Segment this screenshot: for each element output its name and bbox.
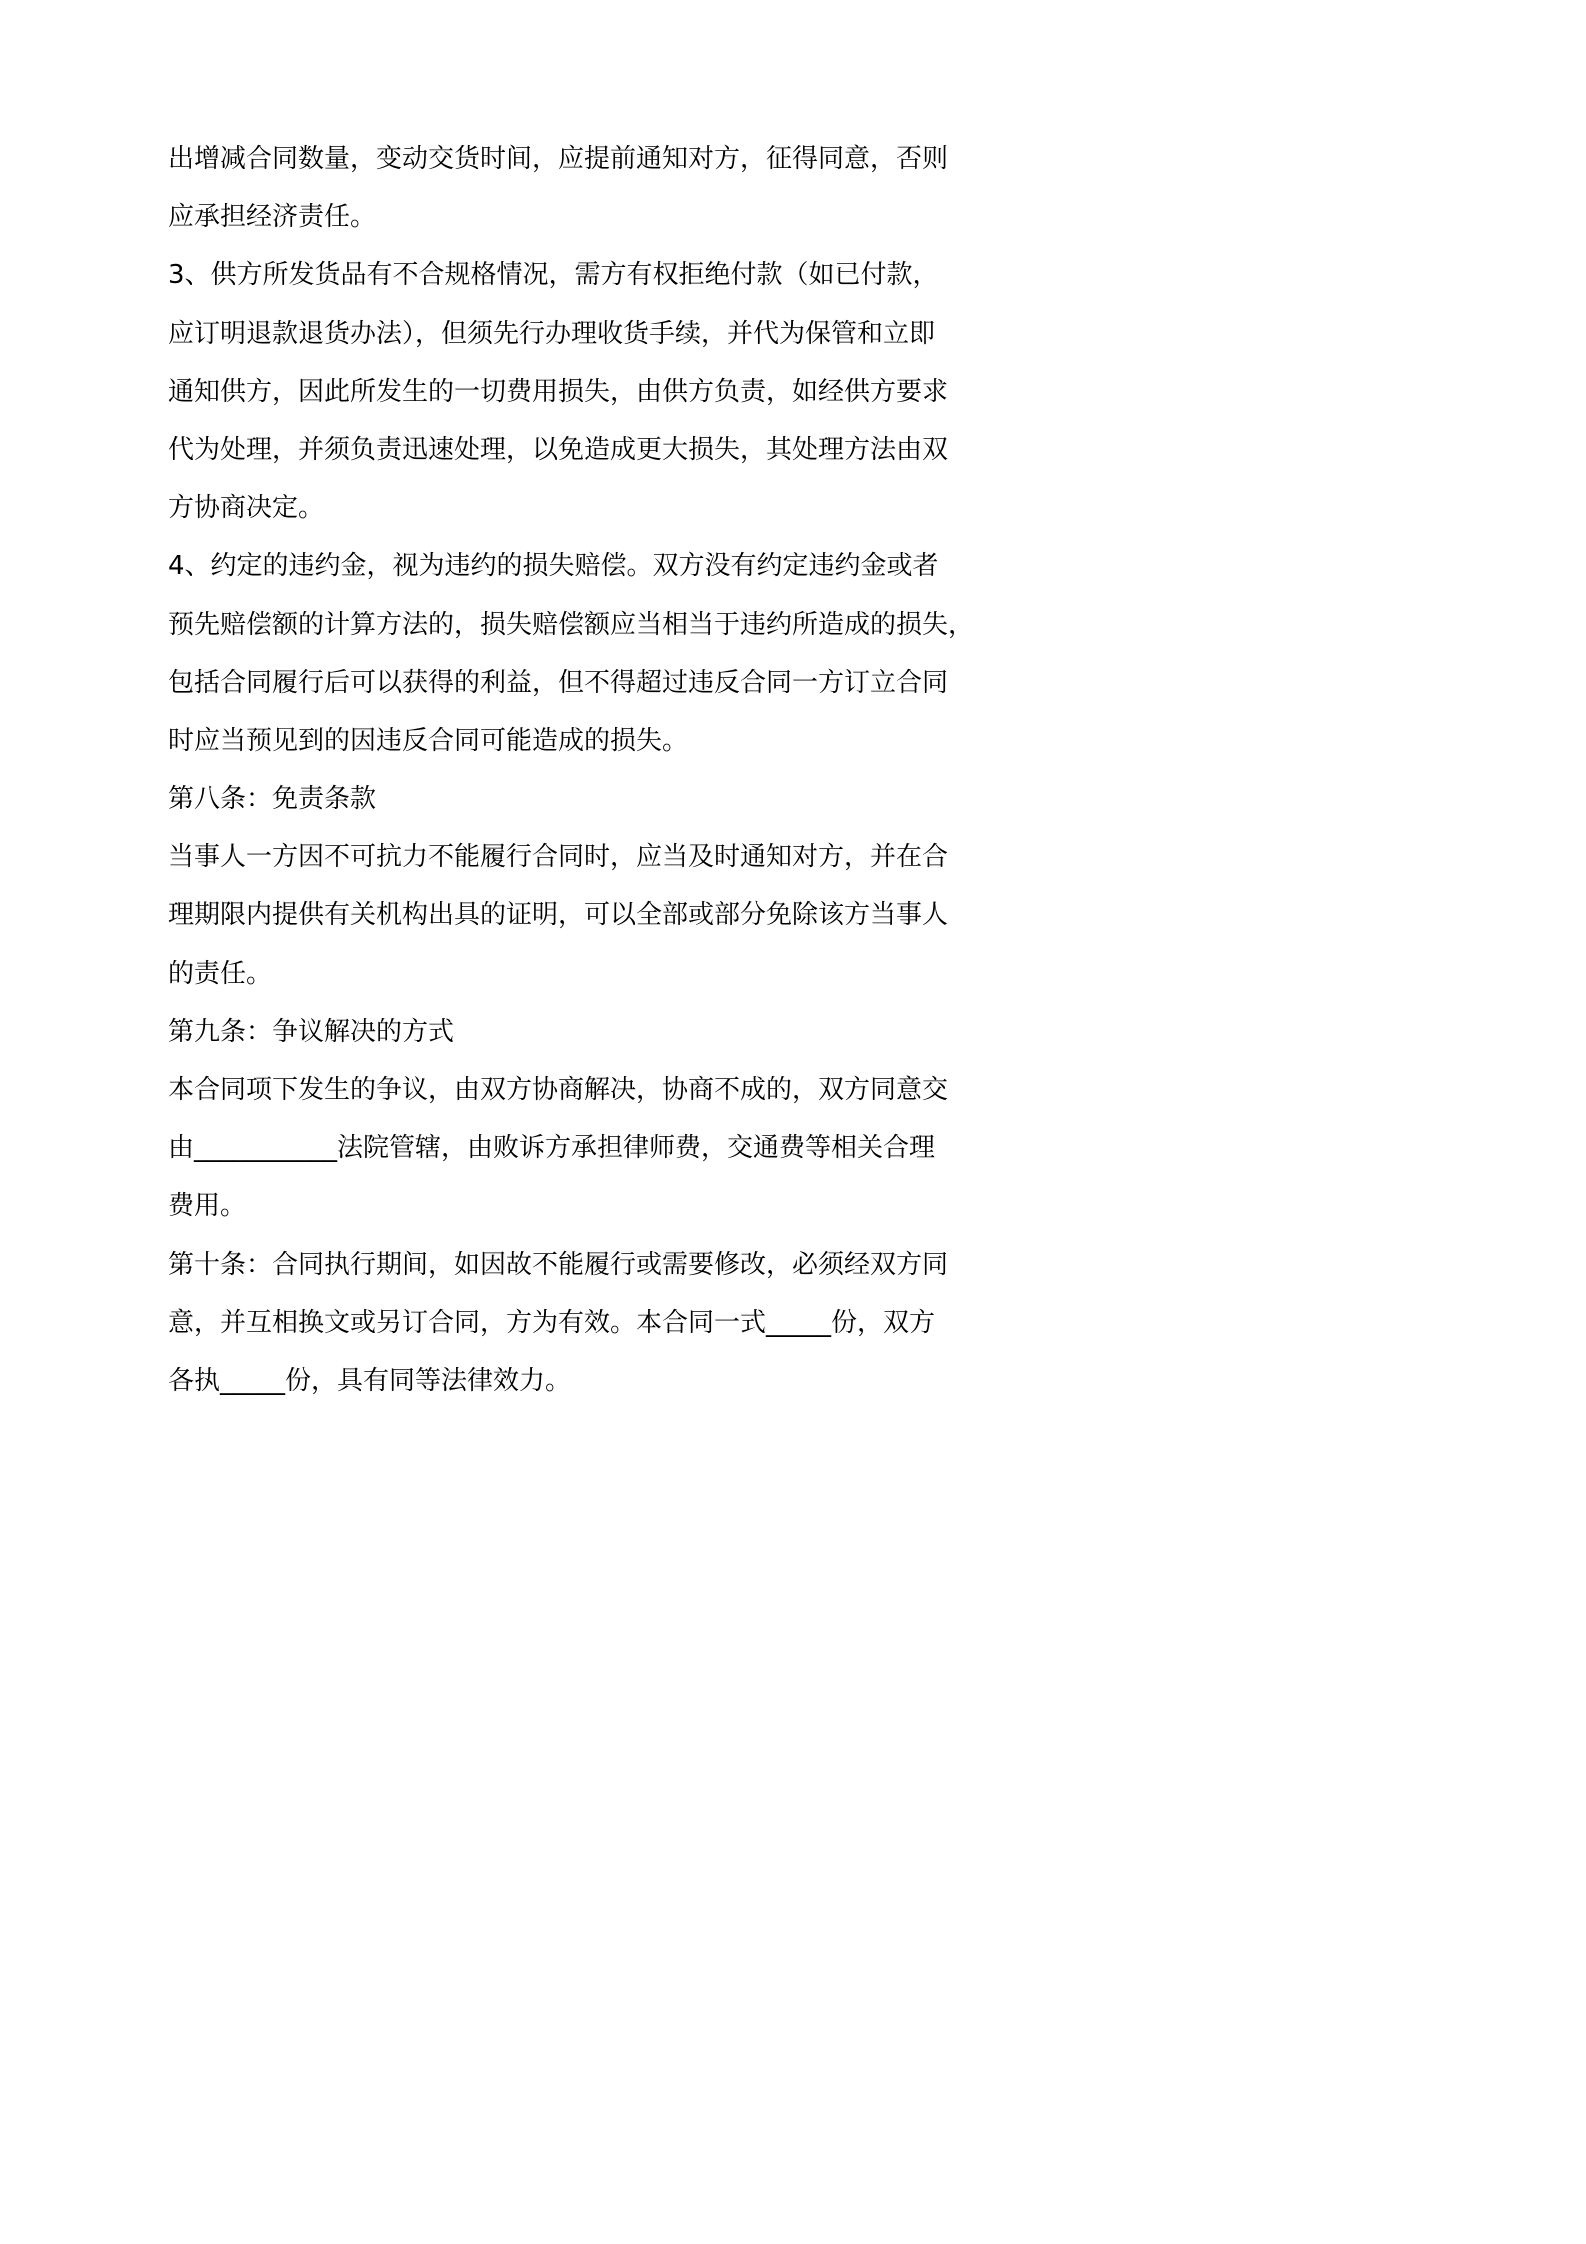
paragraph-article-10 [168,1236,958,1411]
paragraph-clause-3 [168,246,958,537]
text-line: 各执_____份，具有同等法律效力。 [168,1365,572,1396]
text-line: 费用。 [168,1191,247,1222]
text-line: 当事人一方因不可抗力不能履行合同时，应当及时通知对方，并在合 [168,842,949,873]
text-line: 3、供方所发货品有不合规格情况，需方有权拒绝付款（如已付款， [168,260,939,291]
article-9-heading [168,1003,958,1061]
text-line: 时应当预见到的因违反合同可能造成的损失。 [168,725,689,756]
text-line: 通知供方，因此所发生的一切费用损失，由供方负责，如经供方要求 [168,376,949,407]
text-line: 应订明退款退货办法），但须先行办理收货手续，并代为保管和立即 [168,318,936,349]
text-line: 的责任。 [168,958,273,989]
document-page [0,0,1103,1561]
paragraph-article-9 [168,1061,958,1236]
heading-line: 第九条：争议解决的方式 [168,1016,455,1047]
text-line: 出增减合同数量，变动交货时间，应提前通知对方，征得同意，否则 [168,144,949,174]
text-line: 4、约定的违约金，视为违约的损失赔偿。双方没有约定违约金或者 [168,551,939,582]
heading-line: 第八条：免责条款 [168,784,377,815]
text-line: 本合同项下发生的争议，由双方协商解决，协商不成的，双方同意交 [168,1075,949,1105]
text-line: 包括合同履行后可以获得的利益，但不得超过违反合同一方订立合同 [168,667,949,698]
paragraph-continuation [168,130,958,246]
text-line: 应承担经济责任。 [168,202,377,233]
text-line: 第十条：合同执行期间，如因故不能履行或需要修改，必须经双方同 [168,1249,949,1280]
paragraph-article-8 [168,828,958,1003]
document-body [168,130,975,1410]
text-line: 方协商决定。 [168,493,325,524]
text-line: 意，并互相换文或另订合同，方为有效。本合同一式_____份，双方 [168,1307,936,1338]
text-line: 由___________法院管辖，由败诉方承担律师费，交通费等相关合理 [168,1133,936,1164]
text-line: 预先赔偿额的计算方法的，损失赔偿额应当相当于违约所造成的损失， [168,609,975,640]
paragraph-clause-4 [168,537,975,770]
text-line: 代为处理，并须负责迅速处理，以免造成更大损失，其处理方法由双 [168,434,949,465]
article-8-heading [168,770,958,828]
text-line: 理期限内提供有关机构出具的证明，可以全部或部分免除该方当事人 [168,900,949,931]
